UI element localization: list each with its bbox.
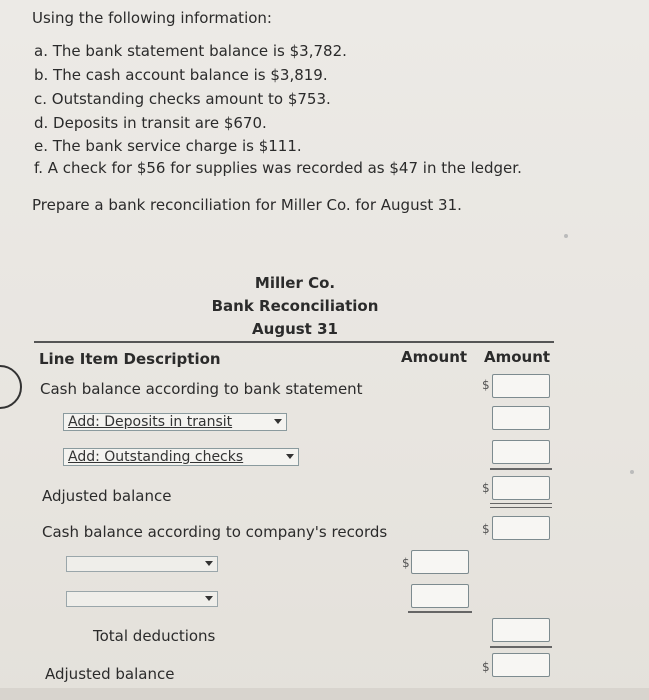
line-item-select-3[interactable] xyxy=(66,556,218,572)
deductions-subtotal-rule xyxy=(408,611,472,613)
row-bank-balance-label: Cash balance according to bank statement xyxy=(40,380,363,398)
info-item-f: f. A check for $56 for supplies was recorded as $47 in the ledger. xyxy=(34,159,522,177)
info-item-d: d. Deposits in transit are $670. xyxy=(34,114,267,132)
col-header-amount-1: Amount xyxy=(401,348,468,366)
deduction-2-amount-input[interactable] xyxy=(411,584,469,608)
currency-symbol: $ xyxy=(482,522,490,536)
row-company-balance-label: Cash balance according to company's records xyxy=(42,523,388,541)
header-rule xyxy=(34,341,554,343)
total-deductions-input[interactable] xyxy=(492,618,550,642)
company-balance-amount-input[interactable] xyxy=(492,516,550,540)
deposits-amount-input[interactable] xyxy=(492,406,550,430)
info-item-c: c. Outstanding checks amount to $753. xyxy=(34,90,331,108)
line-item-select-deposits-value: Add: Deposits in transit xyxy=(68,414,233,430)
chevron-down-icon xyxy=(205,596,213,601)
company-name: Miller Co. xyxy=(254,274,336,292)
col-header-description: Line Item Description xyxy=(39,350,221,368)
currency-symbol: $ xyxy=(402,556,410,570)
info-item-e: e. The bank service charge is $111. xyxy=(34,137,302,155)
bottom-edge xyxy=(0,688,649,700)
bank-balance-amount-input[interactable] xyxy=(492,374,550,398)
statement-title: Bank Reconciliation xyxy=(211,297,379,315)
outstanding-amount-input[interactable] xyxy=(492,440,550,464)
line-item-select-4[interactable] xyxy=(66,591,218,607)
adjusted-balance-bank-input[interactable] xyxy=(492,476,550,500)
total-double-rule xyxy=(490,503,552,508)
row-adjusted-balance-bank-label: Adjusted balance xyxy=(42,487,172,505)
info-item-a: a. The bank statement balance is $3,782. xyxy=(34,42,347,60)
intro-text: Using the following information: xyxy=(32,9,272,27)
currency-symbol: $ xyxy=(482,481,490,495)
subtotal-rule xyxy=(490,468,552,470)
line-item-select-outstanding[interactable] xyxy=(63,448,299,466)
currency-symbol: $ xyxy=(482,378,490,392)
statement-date: August 31 xyxy=(252,320,338,338)
deduction-1-amount-input[interactable] xyxy=(411,550,469,574)
line-item-select-deposits[interactable] xyxy=(63,413,287,431)
chevron-down-icon xyxy=(205,561,213,566)
chevron-down-icon xyxy=(286,454,294,459)
prompt-text: Prepare a bank reconciliation for Miller Co. for August 31. xyxy=(32,196,462,214)
total-deductions-rule xyxy=(490,646,552,648)
info-item-b: b. The cash account balance is $3,819. xyxy=(34,66,328,84)
screen-speck xyxy=(564,234,568,238)
adjusted-balance-company-input[interactable] xyxy=(492,653,550,677)
row-adjusted-balance-company-label: Adjusted balance xyxy=(45,665,175,683)
col-header-amount-2: Amount xyxy=(484,348,551,366)
row-focus-indicator xyxy=(0,365,22,409)
chevron-down-icon xyxy=(274,419,282,424)
screen-speck xyxy=(630,470,634,474)
currency-symbol: $ xyxy=(482,660,490,674)
line-item-select-outstanding-value: Add: Outstanding checks xyxy=(68,449,244,465)
row-total-deductions-label: Total deductions xyxy=(93,627,216,645)
